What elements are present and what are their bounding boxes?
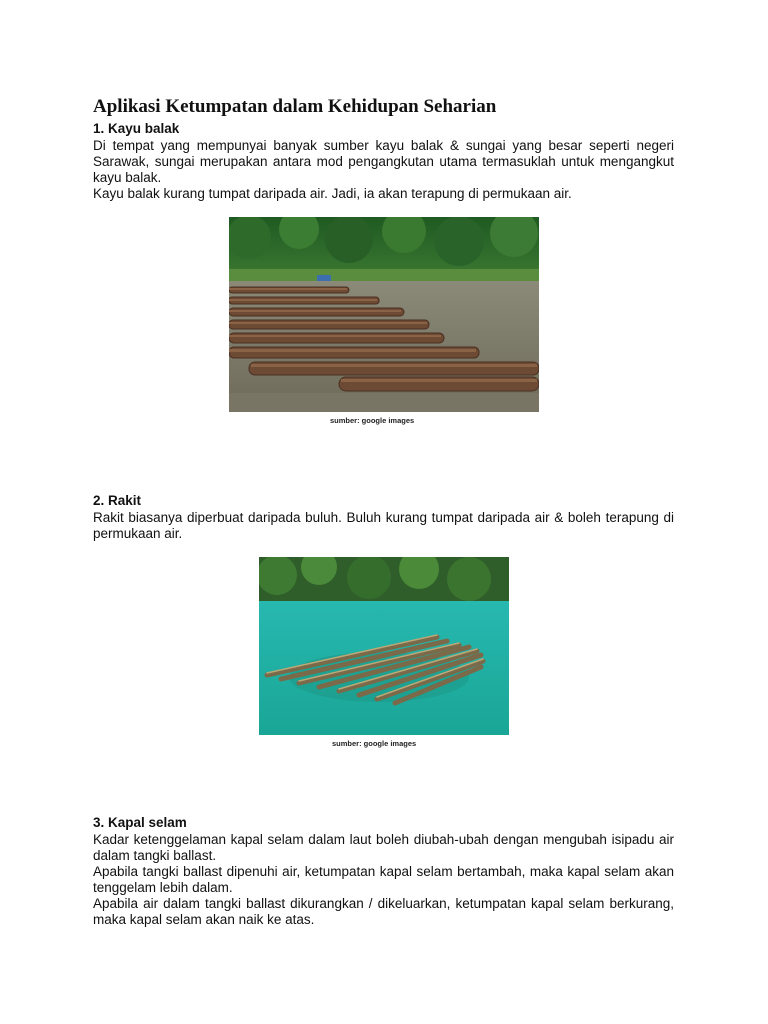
paragraph-kapal-selam-3: Apabila air dalam tangki ballast dikurangkan / dikeluarkan, ketumpatan kapal selam berkurang, maka kapal selam akan naik ke atas. [93,896,674,927]
paragraph-rakit-1: Rakit biasanya diperbuat daripada buluh. Buluh kurang tumpat daripada air & boleh terapung di permukaan air. [93,510,674,541]
image-caption-2: sumber: google images [332,739,417,748]
page-title: Aplikasi Ketumpatan dalam Kehidupan Seharian [93,96,497,117]
bamboo-raft-photo [259,557,509,735]
image-caption-1: sumber: google images [330,416,415,425]
log-river-photo [229,217,539,412]
paragraph-kayu-balak-1: Di tempat yang mempunyai banyak sumber kayu balak & sungai yang besar seperti negeri Sarawak, sungai merupakan antara mod pengangkutan utama termasuklah untuk mengangkut kayu balak. [93,138,674,185]
section-heading-rakit: 2. Rakit [93,493,142,508]
paragraph-kapal-selam-1: Kadar ketenggelaman kapal selam dalam laut boleh diubah-ubah dengan mengubah isipadu air dalam tangki ballast. [93,832,674,863]
section-heading-kayu-balak: 1. Kayu balak [93,121,180,136]
paragraph-kapal-selam-2: Apabila tangki ballast dipenuhi air, ketumpatan kapal selam bertambah, maka kapal selam akan tenggelam lebih dalam. [93,864,674,895]
paragraph-kayu-balak-2: Kayu balak kurang tumpat daripada air. Jadi, ia akan terapung di permukaan air. [93,186,572,201]
section-heading-kapal-selam: 3. Kapal selam [93,815,187,830]
